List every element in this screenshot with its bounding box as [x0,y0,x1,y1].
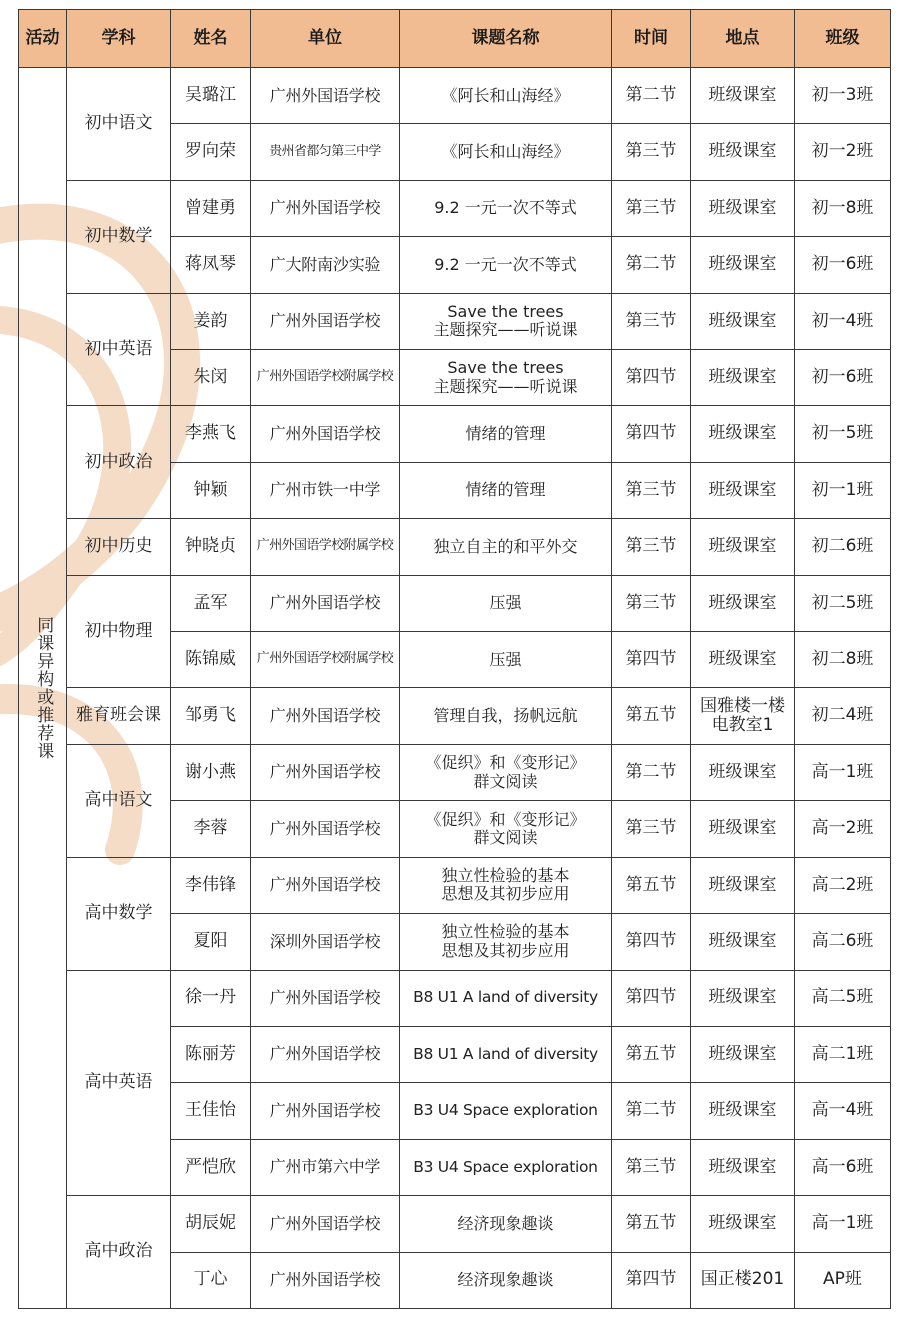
topic-line: 独立自主的和平外交 [433,536,578,556]
location-cell [691,857,795,913]
topic-line: 经济现象趣谈 [457,1270,554,1290]
organization-cell: 广州外国语学校 [251,857,400,913]
header-topic: 课题名称 [400,10,612,68]
time-cell: 第三节 [612,124,691,180]
location-line: 班级课室 [708,987,777,1008]
table-row [19,857,891,913]
location-line: 班级课室 [708,366,777,387]
topic-line: B8 U1 A land of diversity [413,988,598,1007]
time-cell: 第三节 [612,801,691,857]
class-cell: 高一6班 [795,1139,891,1195]
time-cell: 第三节 [612,575,691,631]
location-line: 班级课室 [708,1156,777,1177]
topic-cell [400,688,612,744]
organization-cell: 广州外国语学校附属学校 [251,350,400,406]
class-cell: 初一1班 [795,462,891,518]
class-cell: 高二5班 [795,970,891,1026]
subject-cell: 初中语文 [67,68,171,181]
topic-line: 群文阅读 [473,771,538,791]
topic-cell [400,801,612,857]
teacher-name-cell: 王佳怡 [171,1083,251,1139]
location-line: 班级课室 [708,141,777,162]
teacher-name-cell: 李伟锋 [171,857,251,913]
subject-cell: 高中语文 [67,744,171,857]
organization-cell: 广州外国语学校 [251,970,400,1026]
class-cell: AP班 [795,1252,891,1308]
time-cell: 第二节 [612,237,691,293]
teacher-name-cell: 钟晓贞 [171,519,251,575]
time-cell: 第四节 [612,914,691,970]
header-time: 时间 [612,10,691,68]
header-organization: 单位 [251,10,400,68]
class-cell: 初一6班 [795,237,891,293]
table-row [19,1196,891,1252]
table-body [19,68,891,1309]
location-cell [691,406,795,462]
topic-line: 9.2 一元一次不等式 [434,198,577,218]
time-cell: 第三节 [612,519,691,575]
topic-line: 思想及其初步应用 [441,884,570,904]
time-cell: 第四节 [612,1252,691,1308]
time-cell: 第三节 [612,462,691,518]
class-cell: 高一1班 [795,744,891,800]
class-cell: 初一2班 [795,124,891,180]
topic-line: 压强 [489,593,522,613]
location-line: 班级课室 [708,1043,777,1064]
class-cell: 初二6班 [795,519,891,575]
organization-cell: 广州外国语学校 [251,293,400,349]
organization-cell: 深圳外国语学校 [251,914,400,970]
class-cell: 高二6班 [795,914,891,970]
topic-cell [400,237,612,293]
topic-line: 9.2 一元一次不等式 [434,254,577,274]
time-cell: 第四节 [612,406,691,462]
topic-cell [400,1083,612,1139]
teacher-name-cell: 李蓉 [171,801,251,857]
teacher-name-cell: 夏阳 [171,914,251,970]
topic-cell [400,1196,612,1252]
location-line: 班级课室 [708,818,777,839]
organization-cell: 广州外国语学校 [251,1026,400,1082]
teacher-name-cell: 朱闵 [171,350,251,406]
organization-cell: 广州外国语学校 [251,406,400,462]
teacher-name-cell: 陈锦威 [171,632,251,688]
location-cell [691,1196,795,1252]
topic-cell [400,1252,612,1308]
location-cell [691,688,795,744]
teacher-name-cell: 严恺欣 [171,1139,251,1195]
time-cell: 第三节 [612,180,691,236]
table-header-row [19,10,891,68]
topic-cell [400,462,612,518]
class-cell: 初二5班 [795,575,891,631]
location-line: 国正楼201 [700,1269,785,1290]
subject-cell: 高中政治 [67,1196,171,1309]
class-cell: 初一5班 [795,406,891,462]
topic-cell [400,857,612,913]
location-cell [691,1026,795,1082]
location-line: 班级课室 [708,1213,777,1234]
topic-line: 《阿长和山海经》 [441,85,570,105]
time-cell: 第四节 [612,632,691,688]
location-line: 班级课室 [708,1100,777,1121]
class-cell: 初二4班 [795,688,891,744]
table-row [19,180,891,236]
table-row [19,575,891,631]
organization-cell: 广州外国语学校 [251,1252,400,1308]
teacher-name-cell: 吴璐江 [171,68,251,124]
table-row [19,406,891,462]
organization-cell: 广州外国语学校 [251,1196,400,1252]
location-line: 班级课室 [708,254,777,275]
class-cell: 高一2班 [795,801,891,857]
organization-cell: 广州外国语学校 [251,801,400,857]
teacher-name-cell: 谢小燕 [171,744,251,800]
topic-cell [400,970,612,1026]
subject-cell: 初中政治 [67,406,171,519]
location-line: 班级课室 [708,648,777,669]
topic-line: 主题探究——听说课 [433,320,578,340]
table-row [19,688,891,744]
location-line: 班级课室 [708,310,777,331]
class-cell: 高一4班 [795,1083,891,1139]
class-cell: 初二8班 [795,632,891,688]
topic-line: 独立性检验的基本 [441,866,570,885]
topic-line: 独立性检验的基本 [441,922,570,942]
subject-cell: 初中英语 [67,293,171,406]
location-line: 班级课室 [708,84,777,105]
time-cell: 第五节 [612,857,691,913]
teacher-name-cell: 胡辰妮 [171,1196,251,1252]
topic-line: 《促织》和《变形记》 [425,809,586,829]
topic-line: Save the trees [447,358,564,378]
location-cell [691,293,795,349]
organization-cell: 广州外国语学校 [251,180,400,236]
time-cell: 第二节 [612,1083,691,1139]
location-cell [691,1252,795,1308]
topic-line: 主题探究——听说课 [433,376,578,396]
topic-cell [400,180,612,236]
topic-cell [400,914,612,970]
teacher-name-cell: 丁心 [171,1252,251,1308]
topic-cell [400,68,612,124]
organization-cell: 广州外国语学校 [251,1083,400,1139]
topic-cell [400,350,612,406]
activity-cell: 同课异构或推荐课 [19,68,67,1309]
class-cell: 高二2班 [795,857,891,913]
location-cell [691,970,795,1026]
location-line: 班级课室 [708,423,777,444]
class-cell: 高二1班 [795,1026,891,1082]
subject-cell: 高中英语 [67,970,171,1196]
topic-cell [400,519,612,575]
organization-cell: 贵州省都匀第三中学 [251,124,400,180]
header-subject: 学科 [67,10,171,68]
organization-cell: 广大附南沙实验 [251,237,400,293]
subject-cell: 初中物理 [67,575,171,688]
class-cell: 初一6班 [795,350,891,406]
organization-cell: 广州外国语学校 [251,575,400,631]
header-class: 班级 [795,10,891,68]
table-row [19,293,891,349]
time-cell: 第二节 [612,68,691,124]
topic-cell [400,575,612,631]
header-location: 地点 [691,10,795,68]
location-cell [691,350,795,406]
time-cell: 第四节 [612,970,691,1026]
time-cell: 第三节 [612,1139,691,1195]
teacher-name-cell: 陈丽芳 [171,1026,251,1082]
time-cell: 第五节 [612,688,691,744]
topic-cell [400,124,612,180]
topic-line: Save the trees [447,301,564,321]
location-line: 班级课室 [708,874,777,895]
location-cell [691,632,795,688]
topic-cell [400,406,612,462]
topic-cell [400,1139,612,1195]
header-activity: 活动 [19,10,67,68]
topic-line: 情绪的管理 [465,423,546,443]
class-cell: 初一8班 [795,180,891,236]
topic-cell [400,744,612,800]
location-cell [691,801,795,857]
topic-line: B3 U4 Space exploration [413,1157,598,1176]
class-cell: 初一3班 [795,68,891,124]
location-cell [691,1139,795,1195]
subject-cell: 初中数学 [67,180,171,293]
topic-line: 思想及其初步应用 [441,940,570,960]
location-line: 班级课室 [708,761,777,782]
topic-line: 管理自我，扬帆远航 [433,705,578,725]
time-cell: 第五节 [612,1026,691,1082]
location-line: 班级课室 [708,479,777,500]
location-cell [691,68,795,124]
header-name: 姓名 [171,10,251,68]
time-cell: 第五节 [612,1196,691,1252]
teacher-name-cell: 徐一丹 [171,970,251,1026]
location-cell [691,1083,795,1139]
table-row [19,970,891,1026]
subject-cell: 高中数学 [67,857,171,970]
location-line: 班级课室 [708,931,777,952]
subject-cell: 雅育班会课 [67,688,171,744]
schedule-table [18,9,891,1309]
teacher-name-cell: 孟军 [171,575,251,631]
location-cell [691,519,795,575]
location-line: 班级课室 [708,592,777,613]
location-cell [691,914,795,970]
topic-line: B3 U4 Space exploration [413,1101,598,1120]
organization-cell: 广州外国语学校 [251,744,400,800]
location-cell [691,237,795,293]
time-cell: 第二节 [612,744,691,800]
topic-line: 群文阅读 [473,827,538,847]
organization-cell: 广州外国语学校附属学校 [251,519,400,575]
location-line: 国雅楼一楼 [700,695,785,716]
teacher-name-cell: 罗向荣 [171,124,251,180]
topic-line: 《阿长和山海经》 [441,141,570,161]
teacher-name-cell: 邹勇飞 [171,688,251,744]
location-cell [691,744,795,800]
topic-line: 压强 [489,649,522,669]
location-cell [691,180,795,236]
class-cell: 初一4班 [795,293,891,349]
topic-cell [400,632,612,688]
teacher-name-cell: 曾建勇 [171,180,251,236]
topic-cell [400,1026,612,1082]
location-cell [691,575,795,631]
time-cell: 第四节 [612,350,691,406]
organization-cell: 广州市铁一中学 [251,462,400,518]
topic-cell [400,293,612,349]
table-row [19,744,891,800]
time-cell: 第三节 [612,293,691,349]
organization-cell: 广州市第六中学 [251,1139,400,1195]
location-cell [691,462,795,518]
organization-cell: 广州外国语学校附属学校 [251,632,400,688]
teacher-name-cell: 蒋凤琴 [171,237,251,293]
table-row [19,519,891,575]
topic-line: B8 U1 A land of diversity [413,1044,598,1063]
subject-cell: 初中历史 [67,519,171,575]
teacher-name-cell: 姜韵 [171,293,251,349]
topic-line: 《促织》和《变形记》 [425,753,586,773]
teacher-name-cell: 钟颖 [171,462,251,518]
location-line: 电教室1 [711,715,774,736]
location-cell [691,124,795,180]
teacher-name-cell: 李燕飞 [171,406,251,462]
location-line: 班级课室 [708,536,777,557]
topic-line: 情绪的管理 [465,480,546,500]
topic-line: 经济现象趣谈 [457,1213,554,1233]
class-cell: 高一1班 [795,1196,891,1252]
organization-cell: 广州外国语学校 [251,68,400,124]
location-line: 班级课室 [708,197,777,218]
table-row [19,68,891,124]
organization-cell: 广州外国语学校 [251,688,400,744]
